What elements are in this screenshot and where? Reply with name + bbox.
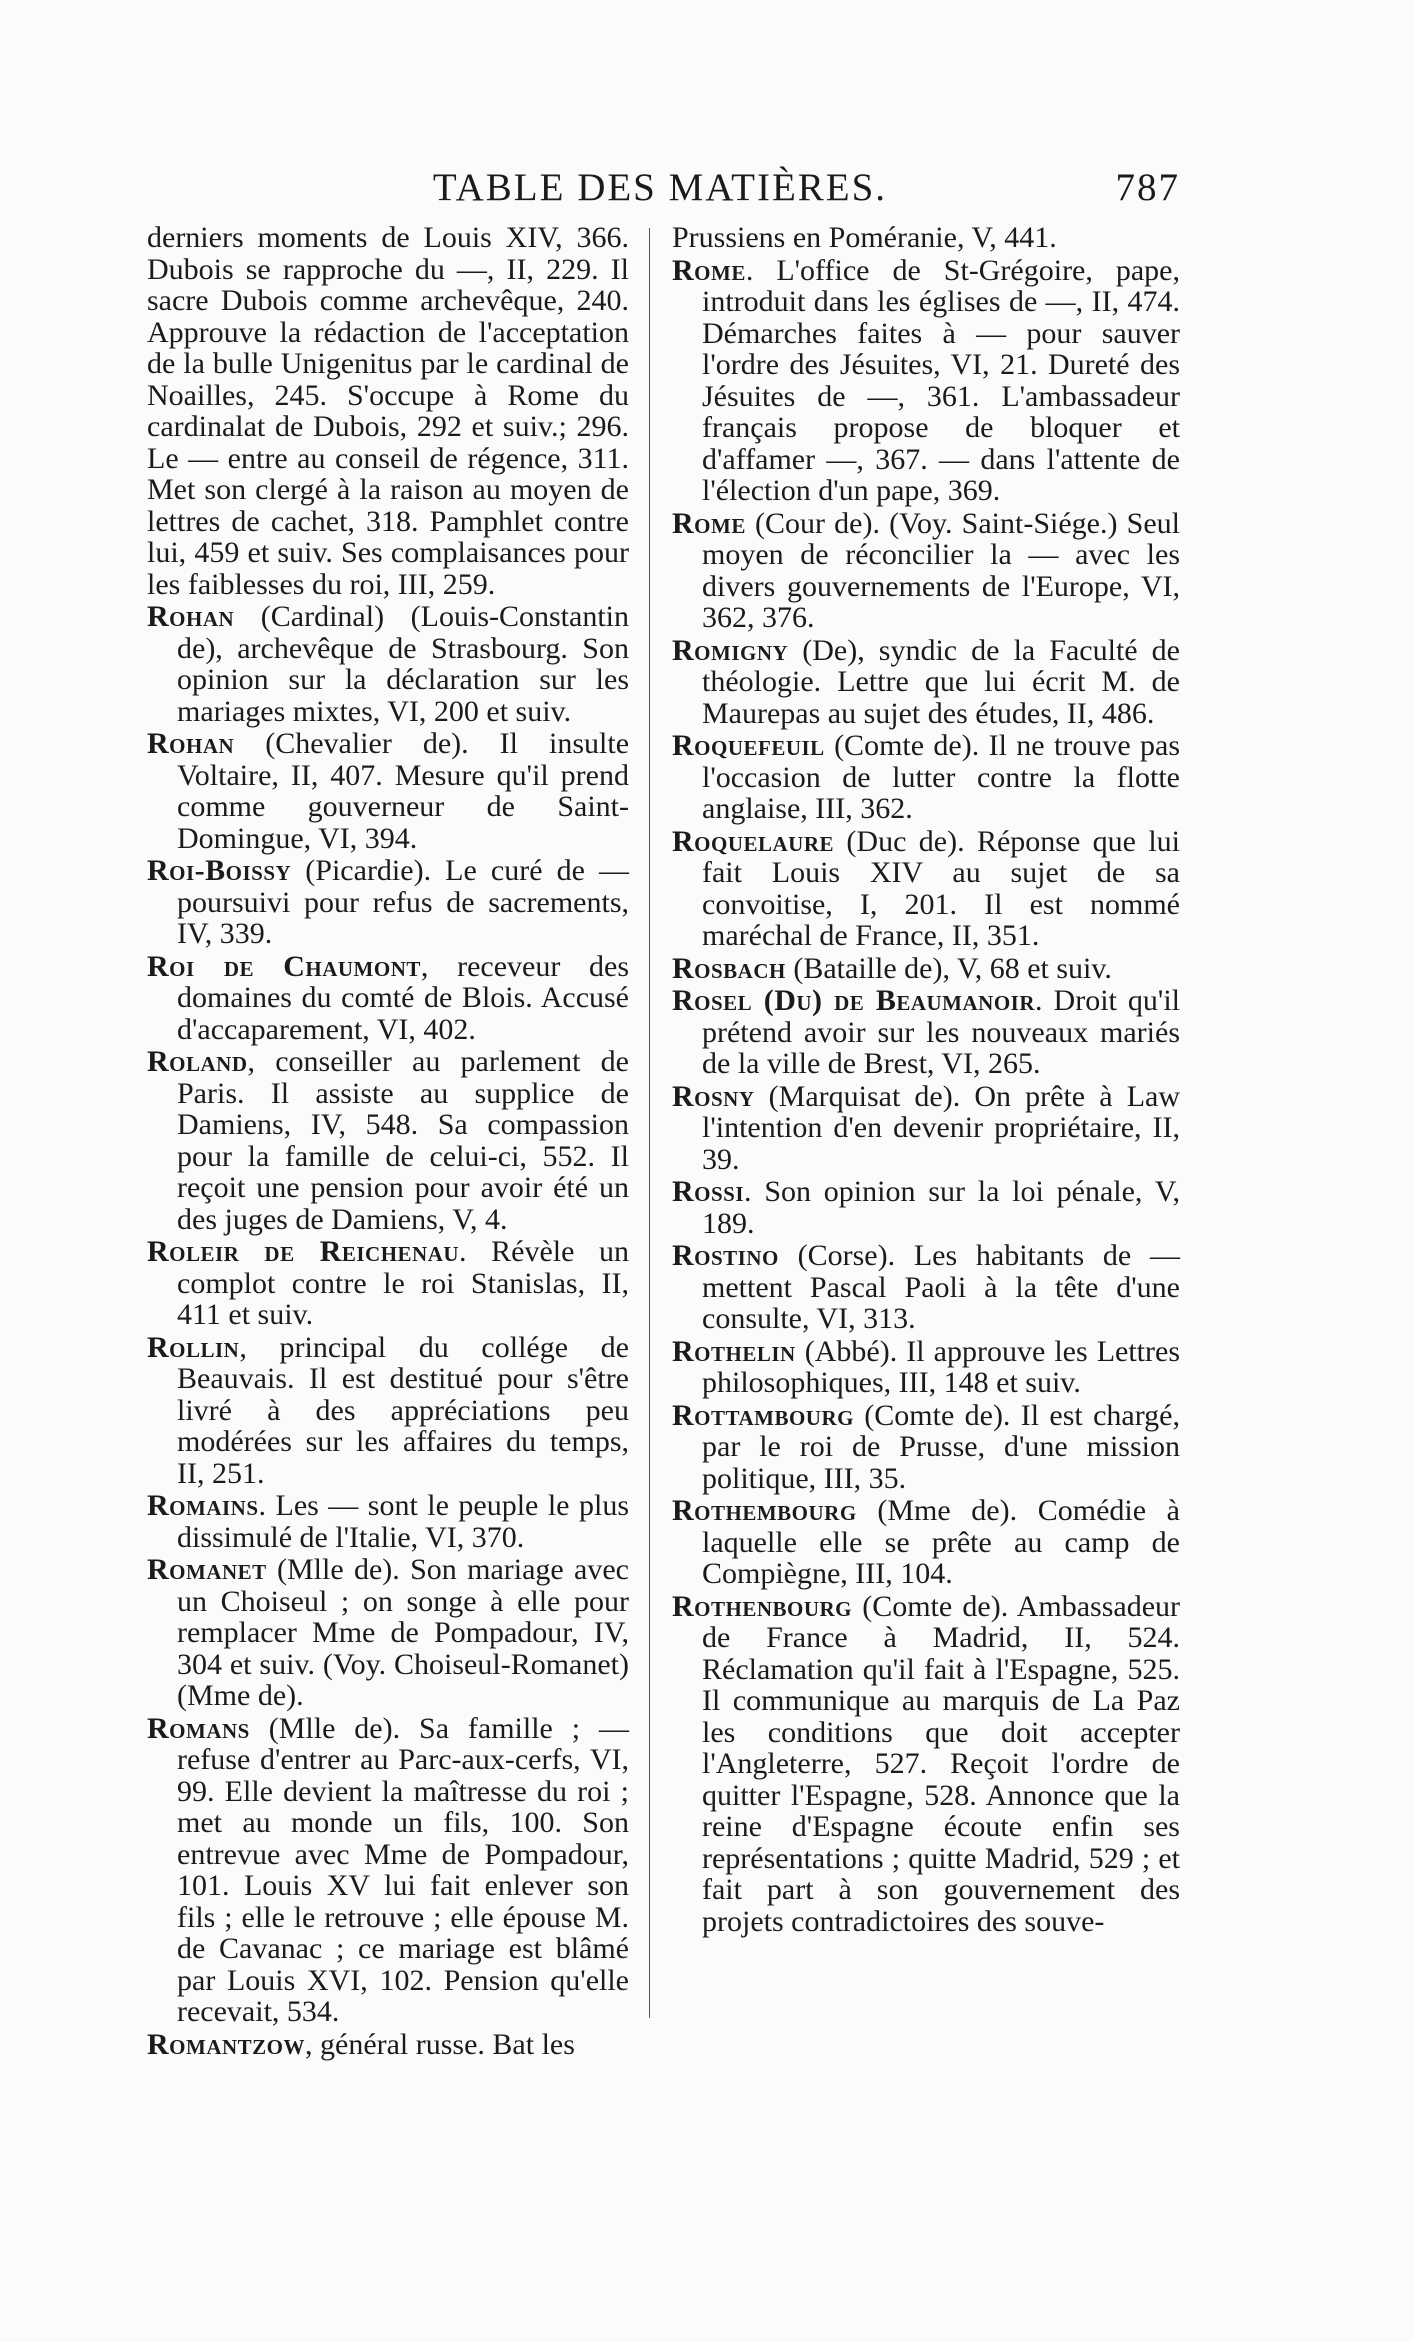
entry-text: derniers moments de Louis XIV, 366. Dubois se rapproche du —, II, 229. Il sacre Dubois comme archevêque, 240. Approuve la rédaction de l'acceptation de la bulle Unigenitus par le cardinal de Noailles, 245. S'occupe à Rome du cardinalat de Dubois, 292 et suiv.; 296. Le — entre au conseil de régence, 311. Met son clergé à la raison au moyen de lettres de cachet, 318. Pamphlet contre lui, 459 et suiv. Ses complaisances pour les faiblesses du roi, III, 259. <box>147 221 629 601</box>
entry-heading: Rohan <box>147 727 235 760</box>
entry-text: . Son opinion sur la loi pénale, V, 189. <box>702 1175 1180 1240</box>
index-entry <box>672 985 1180 1080</box>
entry-text: (De), syndic de la Faculté de théologie. Lettre que lui écrit M. de Maurepas au sujet des études, II, 486. <box>702 633 1180 730</box>
entry-heading: Roi de Chaumont <box>147 949 421 983</box>
index-entry <box>672 222 1180 254</box>
index-entry <box>147 855 629 950</box>
index-entry <box>672 730 1180 825</box>
index-entry <box>147 601 629 727</box>
entry-text: . Les — sont le peuple le plus dissimulé de l'Italie, VI, 370. <box>177 1489 629 1554</box>
entry-heading: Romains <box>147 1489 259 1522</box>
index-entry <box>147 728 629 854</box>
entry-heading: Rothenbourg <box>672 1589 853 1623</box>
entry-text: , général russe. Bat les <box>305 2027 575 2061</box>
entry-text: (Corse). Les habitants de — mettent Pascal Paoli à la tête d'une consulte, VI, 313. <box>702 1239 1180 1335</box>
entry-heading: Roquelaure <box>672 824 835 858</box>
index-entry <box>672 1591 1180 1938</box>
index-entry <box>147 1554 629 1712</box>
entry-text: , receveur des domaines du comté de Blois. Accusé d'accaparement, VI, 402. <box>177 949 629 1046</box>
entry-text: , conseiller au parlement de Paris. Il assiste au supplice de Damiens, IV, 548. Sa compassion pour la famille de celui-ci, 552. Il reçoit une pension pour avoir été un des juges de Damiens, V, 4. <box>177 1045 629 1236</box>
index-entry <box>147 1332 629 1490</box>
entry-heading: Romans <box>147 1711 250 1745</box>
entry-text: (Comte de). Ambassadeur de France à Madrid, II, 524. Réclamation qu'il fait à l'Espagne, 525. Il communique au marquis de La Paz les conditions que doit accepter l'Angleterre, 527. Reçoit l'ordre de quitter l'Espagne, 528. Annonce que la reine d'Espagne écoute enfin ses représentations ; quitte Madrid, 529 ; et fait part à son gouvernement des projets contradictoires des souve- <box>702 1589 1181 1938</box>
index-entry <box>672 635 1180 730</box>
index-entry <box>147 951 629 1046</box>
index-entry <box>672 508 1180 634</box>
entry-text: (Cour de). (Voy. Saint-Siége.) Seul moyen de réconcilier la — avec les divers gouvernements de l'Europe, VI, 362, 376. <box>702 506 1180 634</box>
index-entry <box>672 826 1180 952</box>
entry-heading: Rollin <box>147 1330 240 1364</box>
index-entry <box>672 1336 1180 1399</box>
entry-text: (Comte de). Il ne trouve pas l'occasion de lutter contre la flotte anglaise, III, 362. <box>702 729 1180 825</box>
index-entry <box>672 953 1180 985</box>
entry-text: (Marquisat de). On prête à Law l'intention d'en devenir propriétaire, II, 39. <box>702 1079 1180 1176</box>
index-entry <box>672 1400 1180 1495</box>
entry-heading: Romigny <box>672 633 789 667</box>
index-entry <box>672 1240 1180 1335</box>
entry-heading: Rome <box>672 253 746 287</box>
entry-text: (Abbé). Il approuve les Lettres philosophiques, III, 148 et suiv. <box>702 1334 1181 1399</box>
entry-text: . Révèle un complot contre le roi Stanislas, II, 411 et suiv. <box>177 1235 630 1331</box>
entry-text: . Droit qu'il prétend avoir sur les nouveaux mariés de la ville de Brest, VI, 265. <box>702 984 1180 1080</box>
column-divider <box>649 228 650 2018</box>
entry-heading: Rosny <box>672 1079 755 1113</box>
entry-text: (Comte de). Il est chargé, par le roi de Prusse, d'une mission politique, III, 35. <box>702 1398 1180 1495</box>
entry-heading: Roi-Boissy <box>147 854 292 887</box>
entry-heading: Roquefeuil <box>672 729 825 762</box>
left-column <box>147 222 629 2061</box>
entry-text: (Duc de). Réponse que lui fait Louis XIV au sujet de sa convoitise, I, 201. Il est nommé maréchal de France, II, 351. <box>702 824 1181 952</box>
entry-text: (Mlle de). Sa famille ; — refuse d'entrer au Parc-aux-cerfs, VI, 99. Elle devient la maîtresse du roi ; met au monde un fils, 100. Son entrevue avec Mme de Pompadour, 101. Louis XV lui fait enlever son fils ; elle le retrouve ; elle épouse M. de Cavanac ; ce mariage est blâmé par Louis XVI, 102. Pension qu'elle recevait, 534. <box>177 1711 629 2028</box>
entry-text: (Picardie). Le curé de — poursuivi pour refus de sacrements, IV, 339. <box>177 854 629 950</box>
entry-heading: Romanet <box>147 1553 267 1586</box>
entry-text: (Bataille de), V, 68 et suiv. <box>793 951 1112 985</box>
entry-heading: Rohan <box>147 600 235 633</box>
entry-heading: Rosbach <box>672 951 786 985</box>
index-entry <box>672 1081 1180 1176</box>
entry-text: (Chevalier de). Il insulte Voltaire, II, 407. Mesure qu'il prend comme gouverneur de Saint-Domingue, VI, 394. <box>177 727 630 855</box>
running-header <box>140 165 1180 215</box>
page-number: 787 <box>1115 166 1180 209</box>
entry-text: , principal du collége de Beauvais. Il est destitué pour s'être livré à des appréciations peu modérées sur les affaires du temps, II, 251. <box>177 1330 629 1490</box>
index-entry <box>147 222 629 600</box>
entry-heading: Romantzow <box>147 2027 305 2061</box>
entry-heading: Rothembourg <box>672 1494 857 1527</box>
index-entry <box>147 1713 629 2028</box>
entry-heading: Roleir de Reichenau <box>147 1235 460 1268</box>
index-entry <box>672 255 1180 507</box>
entry-text: . L'office de St-Grégoire, pape, introduit dans les églises de —, II, 474. Démarches faites à — pour sauver l'ordre des Jésuites, VI, 21. Dureté des Jésuites de —, 361. L'ambassadeur français propose de bloquer et d'affamer —, 367. — dans l'attente de l'élection d'un pape, 369. <box>702 253 1180 507</box>
index-entry <box>147 1236 629 1331</box>
entry-heading: Rossi <box>672 1175 745 1208</box>
page-title: TABLE DES MATIÈRES. <box>432 166 888 209</box>
index-entry <box>147 1046 629 1235</box>
entry-heading: Rosel (Du) de Beaumanoir <box>672 984 1035 1017</box>
entry-text: Prussiens en Poméranie, V, 441. <box>672 221 1057 254</box>
entry-heading: Rome <box>672 506 746 540</box>
right-column <box>672 222 1180 1938</box>
entry-heading: Roland <box>147 1045 248 1078</box>
entry-text: (Cardinal) (Louis-Constantin de), archevêque de Strasbourg. Son opinion sur la déclaration sur les mariages mixtes, VI, 200 et suiv. <box>177 600 629 728</box>
entry-text: (Mme de). Comédie à laquelle elle se prête au camp de Compiègne, III, 104. <box>702 1494 1180 1590</box>
index-entry <box>672 1176 1180 1239</box>
entry-text: (Mlle de). Son mariage avec un Choiseul ; on songe à elle pour remplacer Mme de Pompadour, IV, 304 et suiv. (Voy. Choiseul-Romanet) (Mme de). <box>177 1553 629 1712</box>
entry-heading: Rostino <box>672 1239 779 1272</box>
entry-heading: Rothelin <box>672 1334 796 1368</box>
index-entry <box>147 2029 629 2061</box>
index-entry <box>672 1495 1180 1590</box>
entry-heading: Rottambourg <box>672 1398 854 1432</box>
index-entry <box>147 1490 629 1553</box>
